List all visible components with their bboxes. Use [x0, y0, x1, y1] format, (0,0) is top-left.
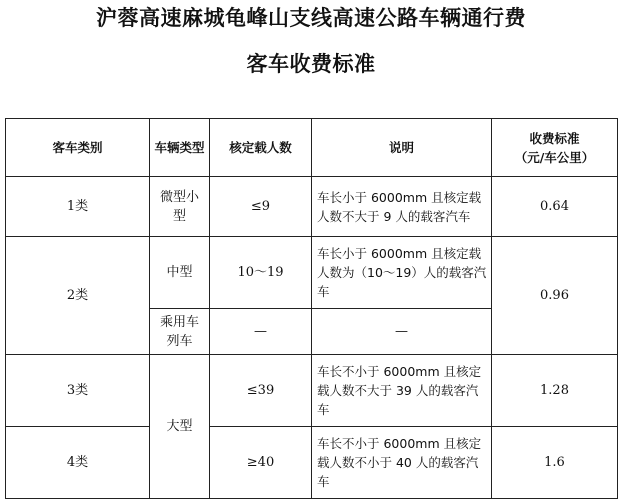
cell-vehicle-type: 微型小型 — [150, 177, 210, 237]
document-title: 沪蓉高速麻城龟峰山支线高速公路车辆通行费 — [96, 6, 526, 30]
cell-fee: 1.6 — [492, 427, 618, 499]
cell-seats: 10～19 — [210, 237, 312, 309]
table-row — [6, 355, 618, 427]
cell-category: 4类 — [6, 427, 150, 499]
cell-fee: 0.64 — [492, 177, 618, 237]
cell-category: 2类 — [6, 237, 150, 355]
header-fee-unit: （元/车公里） — [514, 149, 595, 165]
header-vehicle-type: 车辆类型 — [150, 119, 210, 177]
cell-vehicle-type: 乘用车列车 — [150, 309, 210, 355]
cell-seats: ≤39 — [210, 355, 312, 427]
table-row — [6, 237, 618, 309]
cell-vehicle-type: 大型 — [150, 355, 210, 499]
header-category: 客车类别 — [6, 119, 150, 177]
cell-description: 车长小于 6000mm 且核定载人数为（10～19）人的载客汽车 — [312, 237, 492, 309]
cell-fee: 0.96 — [492, 237, 618, 355]
table-header-row — [6, 119, 618, 177]
cell-description: — — [312, 309, 492, 355]
header-description: 说明 — [312, 119, 492, 177]
table-row — [6, 427, 618, 499]
cell-description: 车长小于 6000mm 且核定载人数不大于 9 人的载客汽车 — [312, 177, 492, 237]
cell-description: 车长不小于 6000mm 且核定载人数不小于 40 人的载客汽车 — [312, 427, 492, 499]
cell-category: 1类 — [6, 177, 150, 237]
table-row — [6, 177, 618, 237]
header-fee — [492, 119, 618, 177]
cell-fee: 1.28 — [492, 355, 618, 427]
header-fee-label: 收费标准 — [529, 130, 580, 146]
cell-seats: ≤9 — [210, 177, 312, 237]
cell-seats: ≥40 — [210, 427, 312, 499]
fee-table — [5, 118, 618, 499]
cell-description: 车长不小于 6000mm 且核定载人数不大于 39 人的载客汽车 — [312, 355, 492, 427]
cell-seats: — — [210, 309, 312, 355]
header-seats: 核定载人数 — [210, 119, 312, 177]
cell-category: 3类 — [6, 355, 150, 427]
document-subtitle: 客车收费标准 — [246, 52, 376, 76]
cell-vehicle-type: 中型 — [150, 237, 210, 309]
